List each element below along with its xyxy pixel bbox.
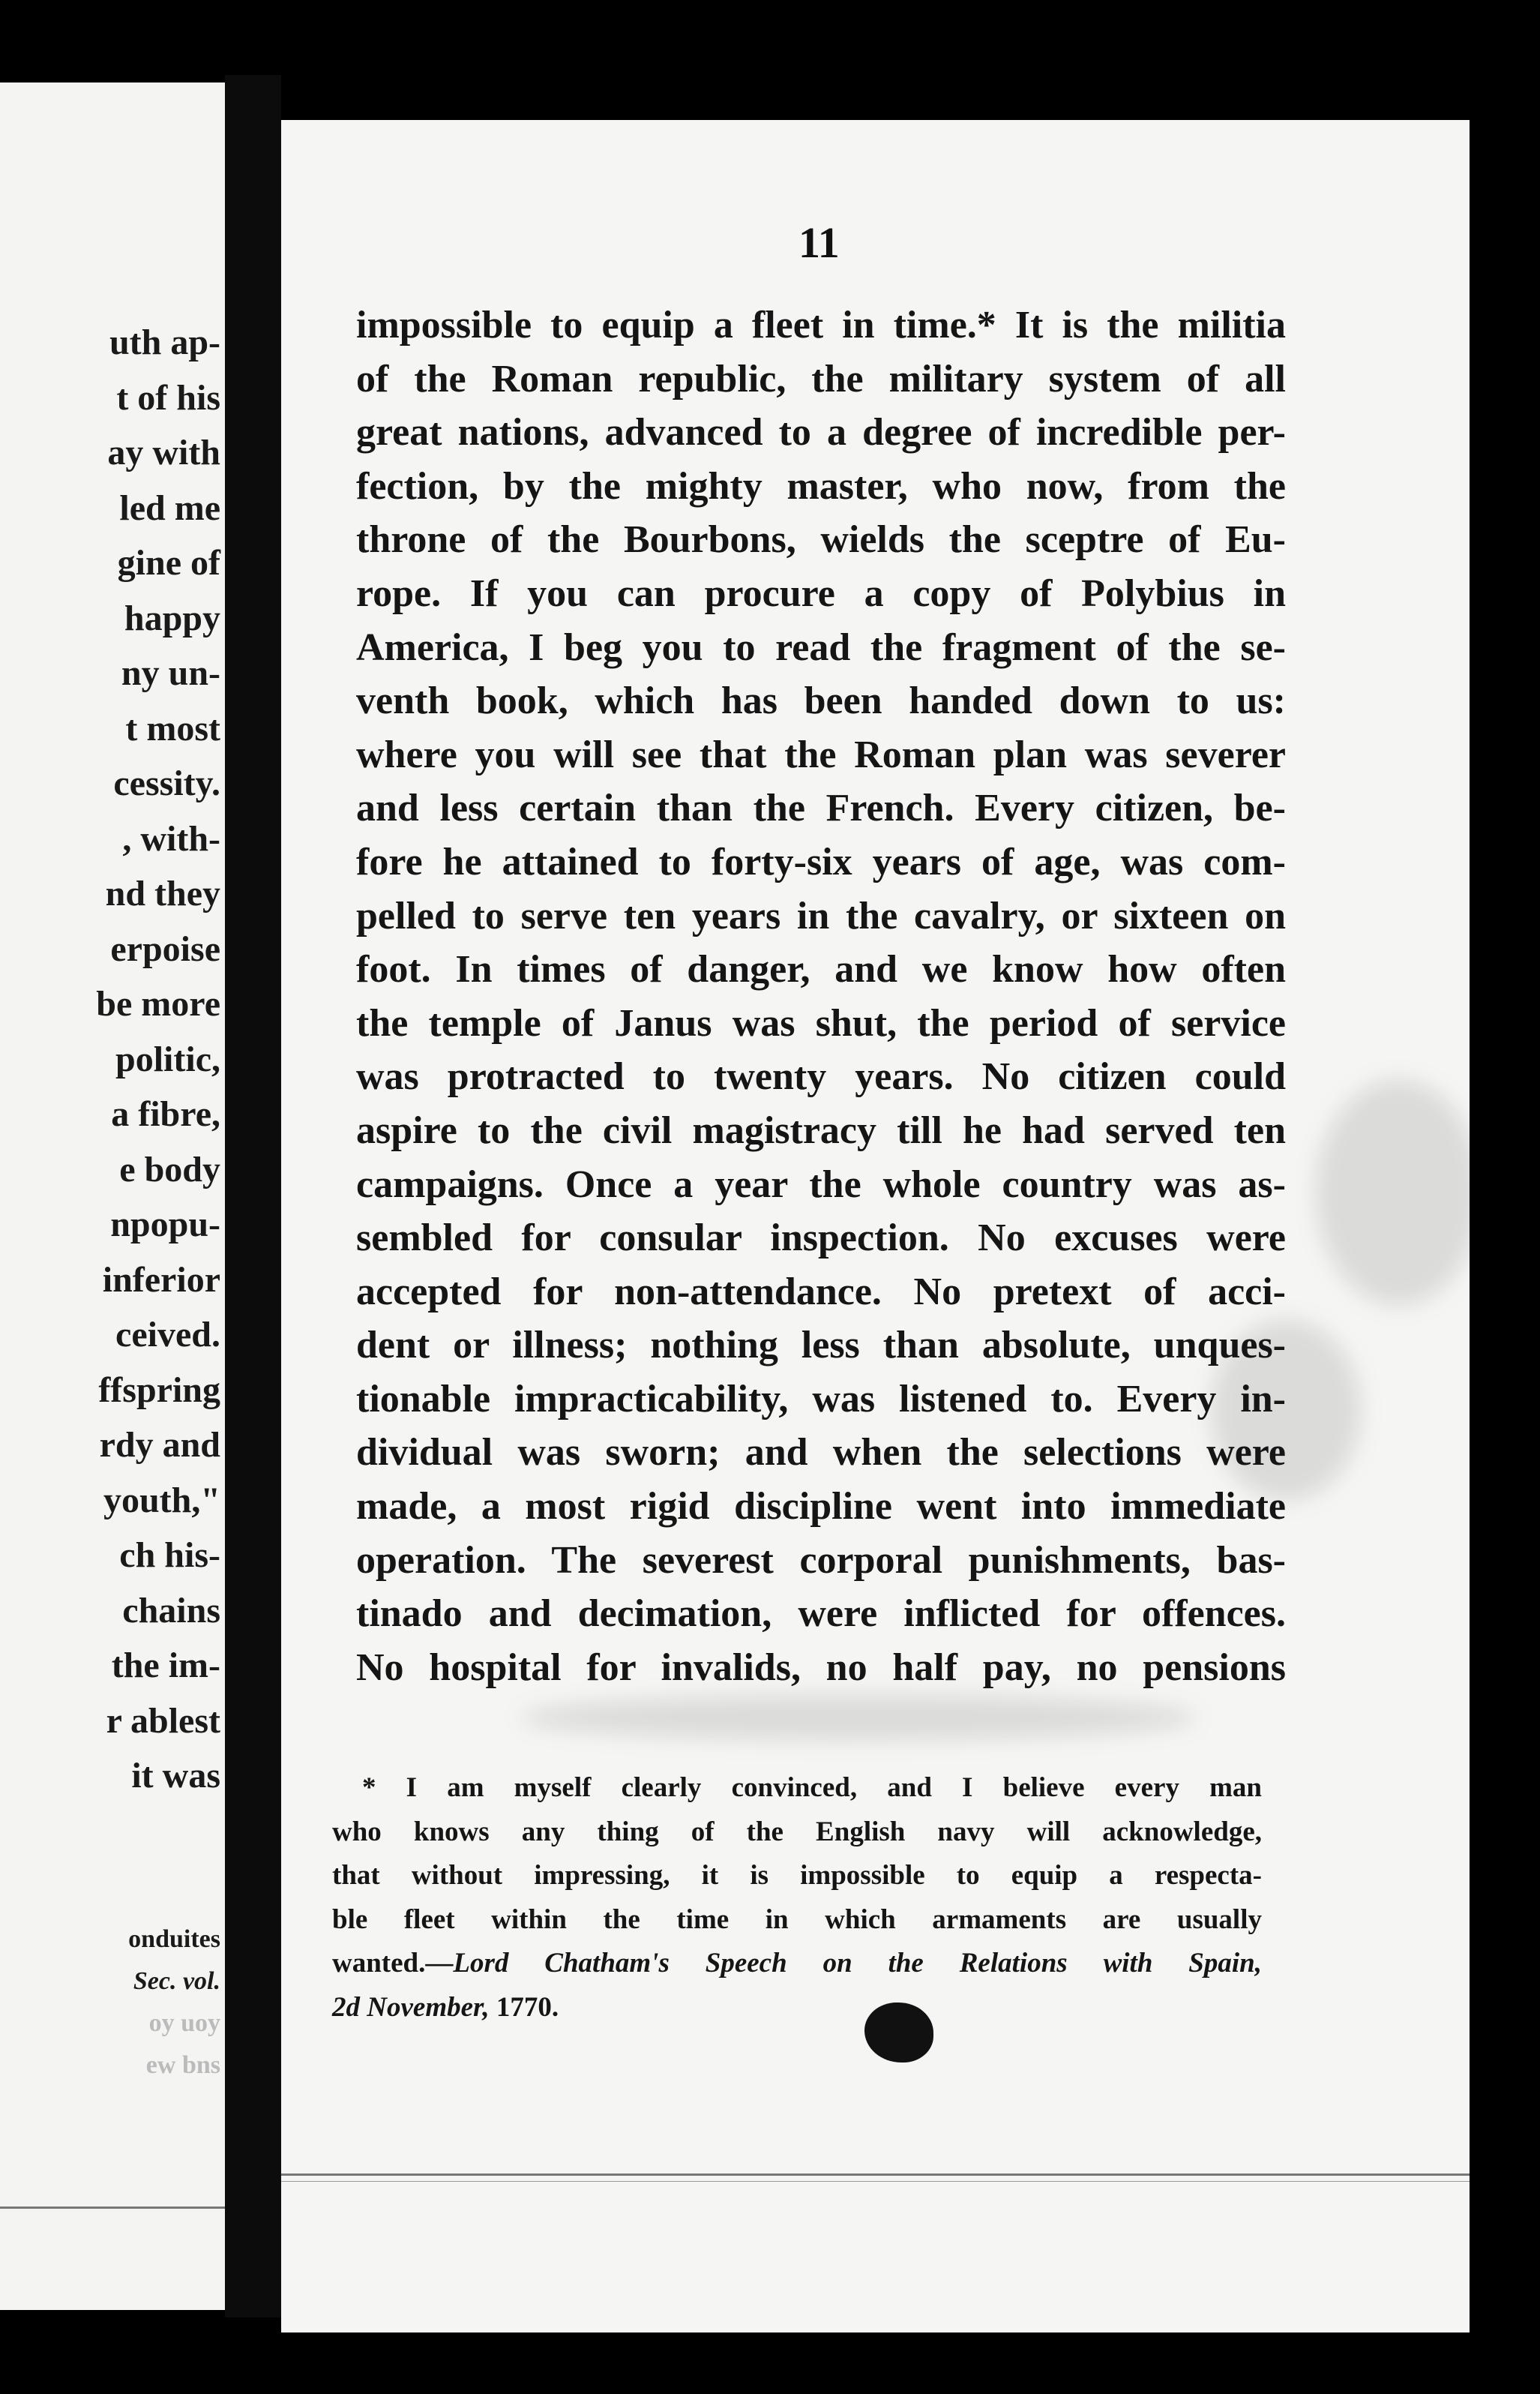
left-page-text	[96, 315, 220, 1804]
body-line: of the Roman republic, the military system of all	[356, 357, 1286, 400]
left-page-line: gine of	[117, 543, 220, 583]
left-page-line: a fibre,	[111, 1094, 220, 1134]
left-page-line: ny un-	[121, 653, 220, 693]
body-line: great nations, advanced to a degree of incredible per-	[356, 411, 1286, 454]
body-line: was protracted to twenty years. No citizen could	[356, 1055, 1286, 1099]
left-page-line: ch his-	[119, 1535, 220, 1575]
body-line: aspire to the civil magistracy till he had served ten	[356, 1108, 1286, 1152]
body-line: sembled for consular inspection. No excuses were	[356, 1216, 1286, 1260]
body-line: tionable impracticability, was listened to. Every in-	[356, 1377, 1286, 1420]
footnote-date-italic: 2d November,	[332, 1991, 490, 2023]
body-line: America, I beg you to read the fragment of the se-	[356, 626, 1286, 669]
left-page-rule	[0, 2206, 225, 2209]
left-page-line: e body	[119, 1149, 220, 1190]
left-page-line: ffspring	[98, 1370, 220, 1410]
footnote-citation-italic: Lord Chatham's Speech on the Relations with Spain,	[453, 1948, 1262, 1978]
left-page-line: inferior	[102, 1259, 220, 1300]
left-page-line: chains	[122, 1590, 220, 1630]
body-line: operation. The severest corporal punishments, bas-	[356, 1538, 1286, 1582]
footnote-line-date	[332, 1986, 1262, 2030]
book-gutter	[225, 75, 281, 2318]
body-line: dent or illness; nothing less than absolute, unques-	[356, 1324, 1286, 1367]
body-line: fection, by the mighty master, who now, from the	[356, 464, 1286, 508]
left-page-line: led me	[119, 488, 220, 528]
body-line: tinado and decimation, were inflicted for offences.	[356, 1592, 1286, 1636]
left-page-line: it was	[131, 1756, 220, 1796]
body-line: made, a most rigid discipline went into immediate	[356, 1485, 1286, 1528]
right-page-rule-thin	[281, 2181, 1470, 2182]
body-line: accepted for non-attendance. No pretext of acci-	[356, 1270, 1286, 1313]
body-line: impossible to equip a fleet in time.* It is the militia	[356, 304, 1286, 346]
footnote-text: wanted.—	[332, 1948, 454, 1978]
body-line: foot. In times of danger, and we know how often	[356, 948, 1286, 992]
left-page-line: r ablest	[106, 1700, 220, 1741]
left-page-footnote-fragment	[128, 1918, 220, 2086]
footnote	[332, 1766, 1262, 2030]
left-page-line: nd they	[105, 874, 220, 914]
left-page-line: rdy and	[99, 1425, 220, 1465]
footnote-line: * I am myself clearly convinced, and I believe every man	[362, 1772, 1262, 1803]
body-line: throne of the Bourbons, wields the sceptre of Eu-	[356, 518, 1286, 562]
left-page-line: ay with	[107, 433, 220, 472]
left-page-line: the im-	[111, 1646, 220, 1685]
body-line: pelled to serve ten years in the cavalry, or sixteen on	[356, 894, 1286, 938]
body-line: fore he attained to forty-six years of age, was com-	[356, 840, 1286, 884]
page-stain	[1316, 1080, 1470, 1305]
body-line: dividual was sworn; and when the selections were	[356, 1431, 1286, 1474]
footnote-line: who knows any thing of the English navy will acknowledge,	[332, 1816, 1262, 1847]
left-page-line: politic,	[115, 1039, 220, 1079]
footnote-year: 1770.	[489, 1991, 559, 2023]
footnote-line: ble fleet within the time in which armaments are usually	[332, 1904, 1262, 1935]
body-line: campaigns. Once a year the whole country was as-	[356, 1162, 1286, 1206]
left-page-line: erpoise	[110, 928, 220, 969]
body-line: the temple of Janus was shut, the period of service	[356, 1001, 1286, 1045]
body-line: and less certain than the French. Every citizen, be-	[356, 787, 1286, 830]
left-page-line: cessity.	[113, 764, 220, 803]
left-note-line: Sec. vol.	[133, 1967, 220, 1995]
left-page-fragment	[0, 82, 225, 2310]
left-page-line: t of his	[116, 377, 220, 418]
left-page-line: happy	[124, 598, 220, 638]
left-page-line: , with-	[122, 818, 220, 859]
left-note-line: ew bns	[145, 2051, 220, 2079]
body-text	[356, 298, 1286, 1694]
footnote-line: that without impressing, it is impossible to equip a respecta-	[332, 1860, 1262, 1891]
body-line: where you will see that the Roman plan was severer	[356, 733, 1286, 776]
left-page-line: uth ap-	[109, 322, 220, 362]
left-page-line: t most	[125, 708, 220, 748]
page-number: 11	[798, 218, 840, 267]
footnote-line-citation	[332, 1942, 1262, 1986]
left-page-line: be more	[96, 984, 220, 1024]
right-page-rule	[281, 2174, 1470, 2176]
left-page-line: youth,"	[103, 1480, 220, 1520]
left-note-line: onduites	[128, 1925, 220, 1953]
body-line: No hospital for invalids, no half pay, no pensions	[356, 1646, 1286, 1689]
left-page-line: ceived.	[115, 1315, 220, 1354]
body-line: venth book, which has been handed down to us:	[356, 680, 1286, 723]
left-page-line: npopu-	[110, 1204, 220, 1244]
ink-blot	[864, 2002, 933, 2062]
right-page	[281, 120, 1470, 2332]
body-line: rope. If you can procure a copy of Polybius in	[356, 572, 1286, 615]
page-stain	[521, 1695, 1196, 1740]
left-note-line: oy uoy	[148, 2009, 220, 2037]
